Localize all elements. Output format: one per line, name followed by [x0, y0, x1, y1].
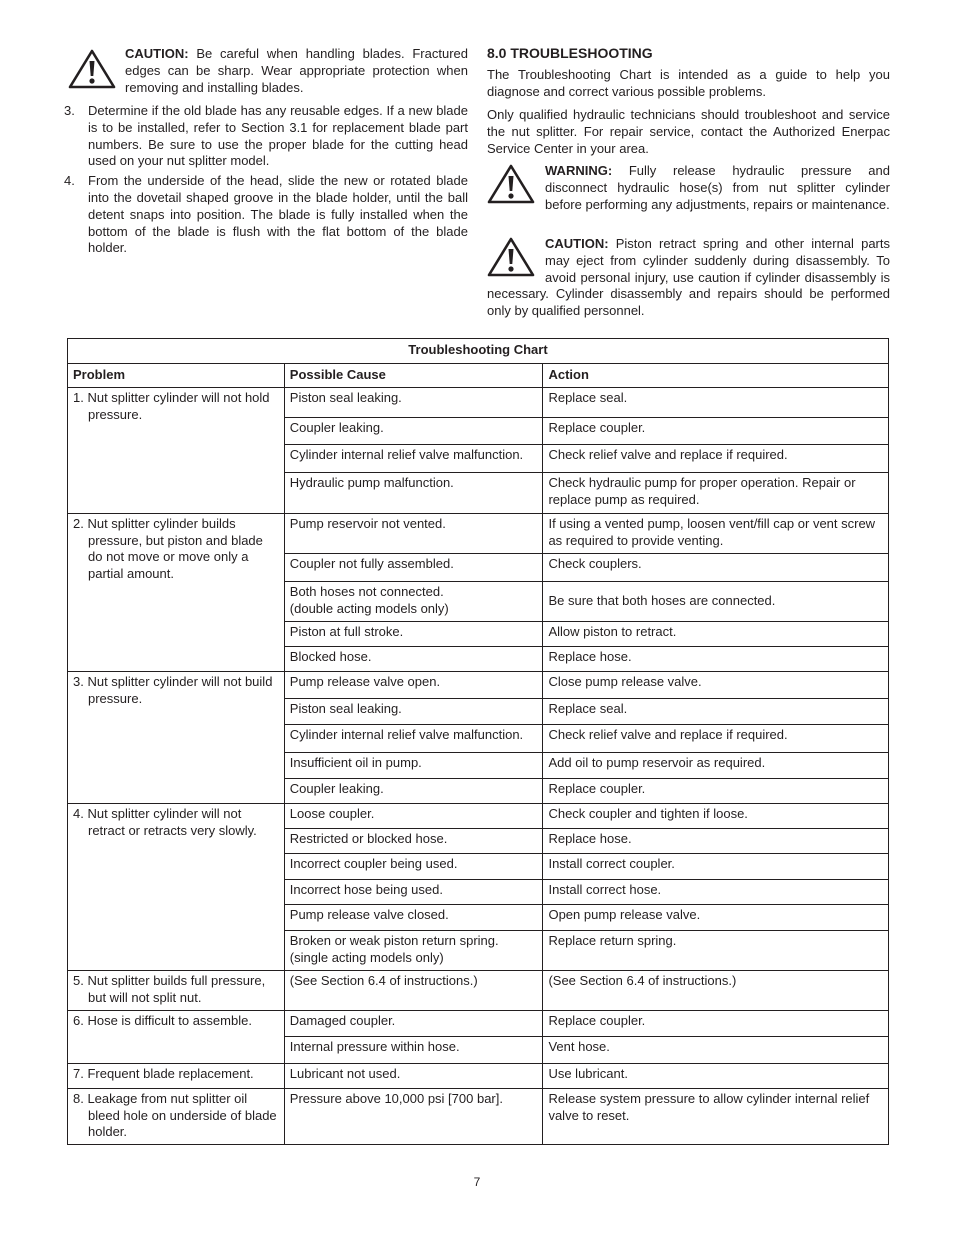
cause-text: Piston seal leaking.: [289, 701, 402, 717]
action-cell: Check relief valve and replace if required.: [543, 725, 889, 753]
caution-label: CAUTION:: [545, 236, 609, 251]
section-title: 8.0 TROUBLESHOOTING: [487, 45, 653, 61]
action-cell: Check couplers.: [543, 554, 889, 582]
cause-cell: [284, 1011, 543, 1037]
cause-text: Hydraulic pump malfunction.: [289, 475, 454, 491]
action-cell: Vent hose.: [543, 1037, 889, 1064]
warning-label: WARNING:: [545, 163, 613, 178]
cause-text: Cylinder internal relief valve malfunction.: [289, 727, 524, 743]
cause-cell: [284, 1089, 543, 1145]
cause-cell: [284, 829, 543, 854]
problem-text: 6. Hose is difficult to assemble.: [73, 1013, 252, 1029]
step-number: 4.: [64, 173, 75, 189]
caution-text: Be careful when handling blades. Fractured edges can be sharp. Wear appropriate protection when removing and installing blades.: [125, 46, 468, 95]
problem-text: 8. Leakage from nut splitter oil bleed hole on underside of blade holder.: [73, 1091, 277, 1140]
action-cell: Use lubricant.: [543, 1064, 889, 1089]
action-cell: Replace hose.: [543, 647, 889, 672]
action-cell: Close pump release valve.: [543, 672, 889, 699]
step-number: 3.: [64, 103, 75, 118]
action-cell: Replace coupler.: [543, 1011, 889, 1037]
action-cell: Check hydraulic pump for proper operation. Repair or replace pump as required.: [543, 473, 889, 514]
cause-cell: [284, 804, 543, 829]
table-row: [68, 971, 889, 1011]
cause-text: Restricted or blocked hose.: [289, 831, 448, 847]
cause-text: Broken or weak piston return spring.: [289, 933, 499, 949]
cause-cell: [284, 672, 543, 699]
cause-text: Piston seal leaking.: [289, 390, 402, 406]
cause-cell: [284, 779, 543, 804]
cause-text: Cylinder internal relief valve malfunction.: [289, 447, 524, 463]
problem-text: 3. Nut splitter cylinder will not build pressure.: [73, 674, 273, 706]
cause-text: Both hoses not connected.: [289, 584, 444, 600]
cause-text: Coupler leaking.: [289, 781, 384, 797]
table-row: [68, 1064, 889, 1089]
problem-text: 7. Frequent blade replacement.: [73, 1066, 254, 1082]
intro-paragraph: The Troubleshooting Chart is intended as a guide to help you diagnose and correct various possible problems.: [487, 67, 890, 99]
caution-note-blades: [125, 46, 468, 96]
action-cell: Check relief valve and replace if required.: [543, 445, 889, 473]
table-row: [68, 514, 889, 554]
table-row: [68, 1011, 889, 1037]
cause-text: Incorrect hose being used.: [289, 882, 443, 898]
cause-cell: [284, 418, 543, 445]
caution-text: Piston retract spring and other internal parts may eject from cylinder suddenly during disassembly. To avoid personal injury, use caution if cylinder disassembly is necessary. Cylinder disassembly and repairs should be performed only by qualified personnel.: [487, 236, 890, 319]
cause-cell: [284, 725, 543, 753]
chart-title: Troubleshooting Chart: [68, 339, 889, 364]
problem-cell: [68, 971, 285, 1011]
cause-text: (See Section 6.4 of instructions.): [289, 973, 478, 989]
action-cell: Install correct coupler.: [543, 854, 889, 880]
cause-cell: [284, 931, 543, 971]
step-text: From the underside of the head, slide the new or rotated blade into the dovetail shaped groove in the blade holder, until the ball detent snaps into position. The blade is fully installed when the bottom of the blade is flush with the flat bottom of the blade holder.: [88, 173, 468, 256]
cause-cell: [284, 554, 543, 582]
page-number: 7: [473, 1175, 481, 1189]
cause-text: Insufficient oil in pump.: [289, 755, 422, 771]
caution-label: CAUTION:: [125, 46, 189, 61]
problem-text: 5. Nut splitter builds full pressure, but will not split nut.: [73, 973, 266, 1005]
problem-cell: [68, 388, 285, 514]
cause-text: Coupler leaking.: [289, 420, 384, 436]
cause-text: Piston at full stroke.: [289, 624, 404, 640]
action-cell: Replace seal.: [543, 388, 889, 418]
action-cell: Check coupler and tighten if loose.: [543, 804, 889, 829]
action-cell: Open pump release valve.: [543, 905, 889, 931]
cause-note: (single acting models only): [289, 949, 444, 965]
table-row: [68, 672, 889, 699]
problem-cell: [68, 804, 285, 971]
problem-text: 4. Nut splitter cylinder will not retract or retracts very slowly.: [73, 806, 257, 838]
table-row: [68, 804, 889, 829]
cause-text: Internal pressure within hose.: [289, 1039, 460, 1055]
caution-note-piston: [487, 236, 890, 320]
cause-cell: [284, 388, 543, 418]
cause-text: Incorrect coupler being used.: [289, 856, 458, 872]
cause-cell: [284, 473, 543, 514]
action-cell: Install correct hose.: [543, 880, 889, 905]
chart-body: [68, 388, 889, 1145]
cause-text: Pump release valve closed.: [289, 907, 449, 923]
cause-cell: [284, 880, 543, 905]
cause-cell: [284, 582, 543, 622]
cause-text: Lubricant not used.: [289, 1066, 401, 1082]
cause-text: Blocked hose.: [289, 649, 372, 665]
cause-cell: [284, 1064, 543, 1089]
warning-triangle-icon: [68, 48, 116, 90]
action-cell: Be sure that both hoses are connected.: [543, 582, 889, 622]
problem-cell: [68, 1011, 285, 1064]
problem-cell: [68, 1089, 285, 1145]
troubleshooting-chart: [67, 338, 889, 1145]
cause-cell: [284, 1037, 543, 1064]
qualified-paragraph: Only qualified hydraulic technicians should troubleshoot and service the nut splitter. For repair service, contact the Authorized Enerpac Service Center in your area.: [487, 107, 890, 156]
problem-cell: [68, 672, 285, 804]
warning-text: Fully release hydraulic pressure and disconnect hydraulic hose(s) from nut splitter cylinder before performing any adjustments, repairs or maintenance.: [545, 163, 890, 212]
cause-cell: [284, 753, 543, 779]
cause-cell: [284, 514, 543, 554]
cause-text: Pump reservoir not vented.: [289, 516, 446, 532]
step-text: Determine if the old blade has any reusable edges. If a new blade is to be installed, refer to Section 3.1 for replacement blade part numbers. Be sure to use the proper blade for the cutting head used on your nut splitter model.: [88, 103, 468, 169]
action-cell: If using a vented pump, loosen vent/fill cap or vent screw as required to provide venting.: [543, 514, 889, 554]
list-item: [62, 173, 468, 257]
action-cell: Release system pressure to allow cylinder internal relief valve to reset.: [543, 1089, 889, 1145]
problem-cell: [68, 514, 285, 672]
action-cell: Replace seal.: [543, 699, 889, 725]
warning-triangle-icon: [487, 163, 535, 205]
action-cell: Allow piston to retract.: [543, 622, 889, 647]
action-cell: Replace hose.: [543, 829, 889, 854]
problem-text: 1. Nut splitter cylinder will not hold pressure.: [73, 390, 270, 422]
action-cell: Replace coupler.: [543, 779, 889, 804]
cause-text: Coupler not fully assembled.: [289, 556, 454, 572]
action-cell: Replace return spring.: [543, 931, 889, 971]
cause-text: Loose coupler.: [289, 806, 375, 822]
column-header-action: Action: [543, 363, 889, 388]
procedure-steps: [62, 103, 468, 260]
cause-cell: [284, 647, 543, 672]
warning-triangle-icon: [487, 236, 535, 278]
cause-cell: [284, 971, 543, 1011]
table-row: [68, 388, 889, 418]
cause-text: Damaged coupler.: [289, 1013, 396, 1029]
action-cell: (See Section 6.4 of instructions.): [543, 971, 889, 1011]
list-item: [62, 103, 468, 170]
cause-cell: [284, 854, 543, 880]
action-cell: Add oil to pump reservoir as required.: [543, 753, 889, 779]
column-header-cause: Possible Cause: [284, 363, 543, 388]
problem-cell: [68, 1064, 285, 1089]
cause-cell: [284, 445, 543, 473]
cause-text: Pump release valve open.: [289, 674, 441, 690]
cause-cell: [284, 699, 543, 725]
cause-cell: [284, 905, 543, 931]
cause-note: (double acting models only): [289, 600, 449, 616]
action-cell: Replace coupler.: [543, 418, 889, 445]
warning-note: [487, 163, 890, 213]
table-row: [68, 1089, 889, 1145]
cause-text: Pressure above 10,000 psi [700 bar].: [289, 1091, 503, 1107]
cause-cell: [284, 622, 543, 647]
column-header-problem: Problem: [68, 363, 285, 388]
problem-text: 2. Nut splitter cylinder builds pressure, but piston and blade do not move or move only a partial amount.: [73, 516, 263, 581]
